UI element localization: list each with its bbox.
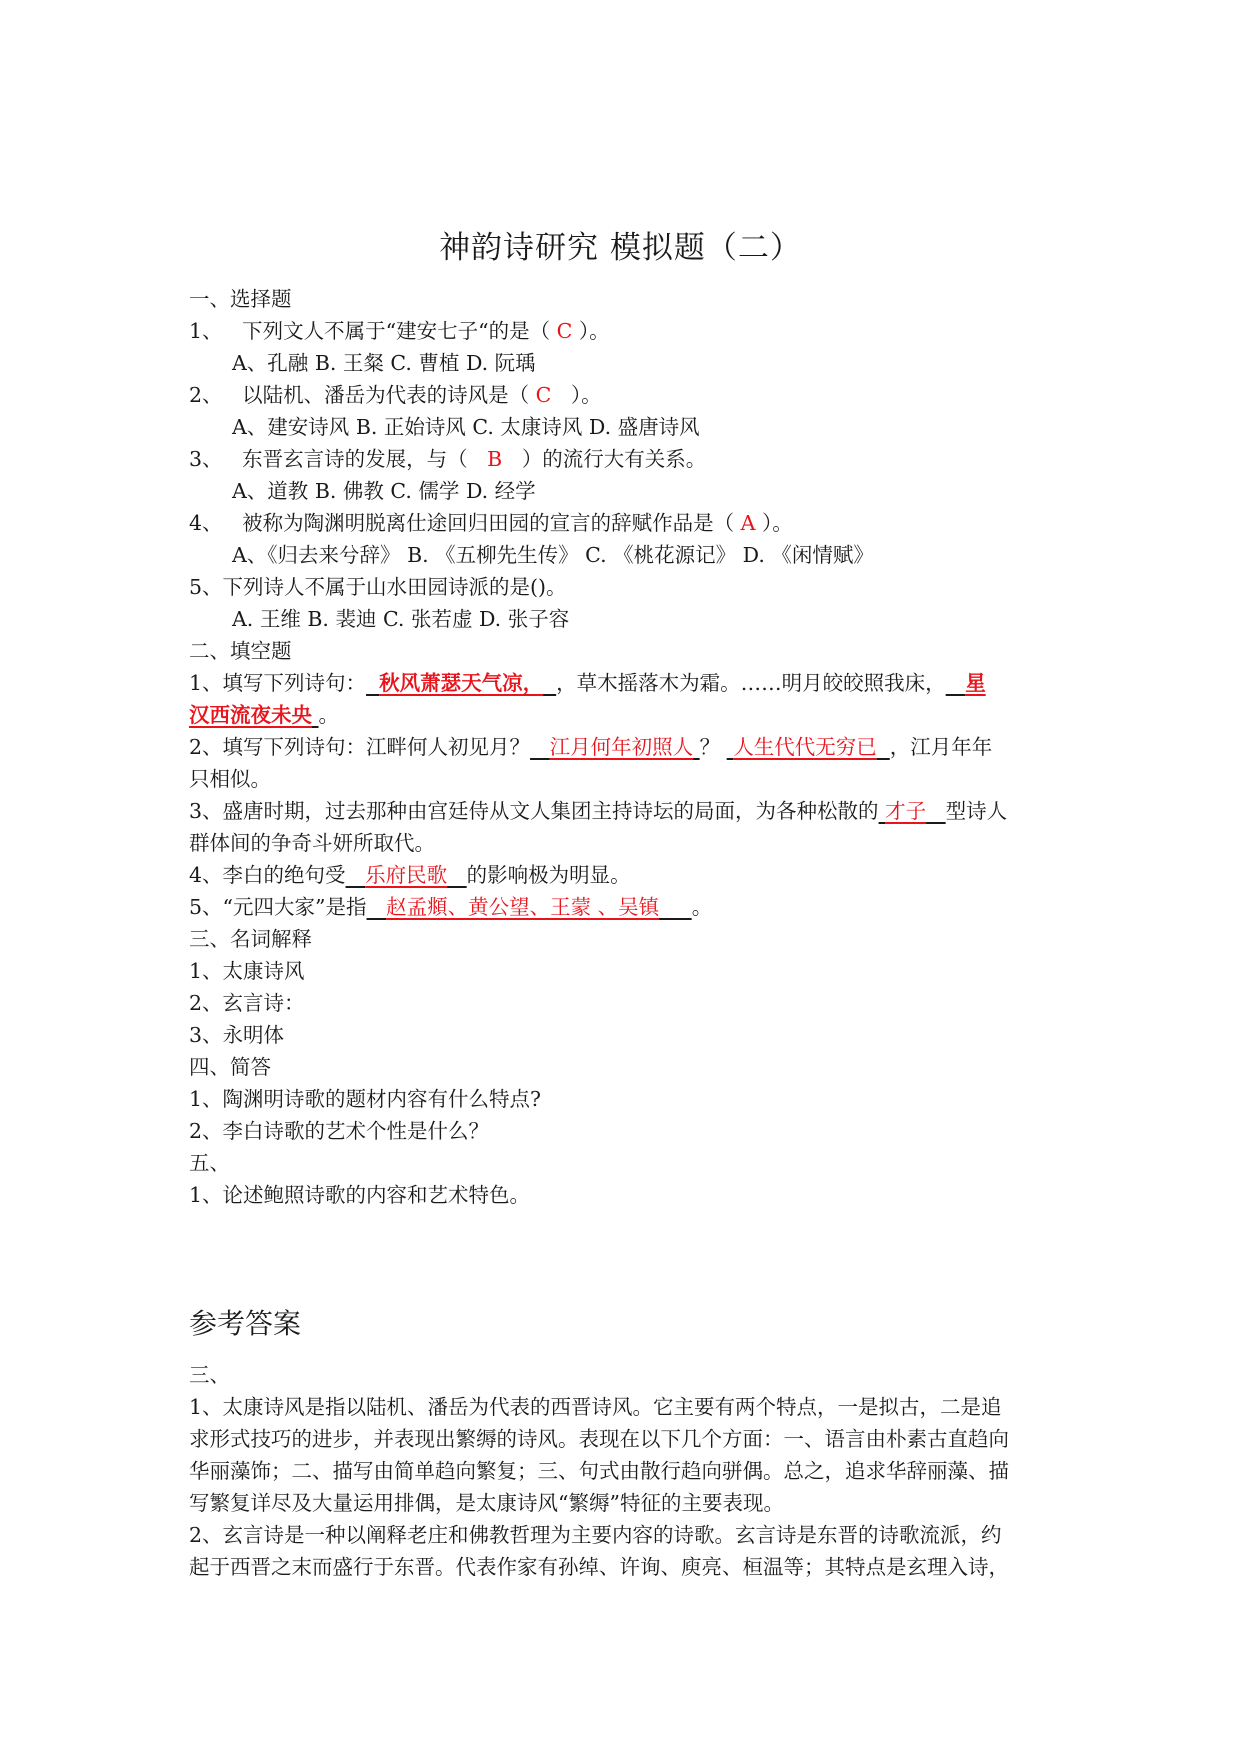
fill-answer: 人生代代无穷已 [733, 735, 877, 759]
question-number: 3、 [189, 447, 223, 471]
question-text-end: ）。 [761, 511, 793, 535]
list-item: 2、玄言诗： [189, 991, 305, 1015]
question-number: 2、 [189, 383, 223, 407]
question-text-end: ）。 [578, 319, 610, 343]
answer-letter: B [487, 447, 503, 471]
question-2-options: A、建安诗风 B. 正始诗风 C. 太康诗风 D. 盛唐诗风 [232, 415, 700, 439]
section-heading-fill: 二、填空题 [189, 639, 292, 663]
answers-heading: 参考答案 [189, 1307, 302, 1340]
fill-1-cont [189, 699, 1059, 731]
fill-answer: 赵孟頫、黄公望、王蒙 、吴镇 [386, 895, 660, 919]
question-2 [189, 379, 1059, 411]
section-heading-essay: 五、 [189, 1151, 230, 1175]
fill-text-end: 型诗人 [945, 799, 1008, 823]
answer-line: 华丽藻饰；二、描写由简单趋向繁复；三、句式由散行趋向骈偶。总之，追求华辞丽藻、描 [189, 1459, 1009, 1483]
fill-text-end: ，江月年年 [889, 735, 993, 759]
fill-text: 4、李白的绝句受 [189, 863, 346, 887]
question-text: 被称为陶渊明脱离仕途回归田园的宣言的辞赋作品是（ [242, 511, 735, 535]
fill-1 [189, 667, 1059, 699]
list-item: 1、太康诗风 [189, 959, 305, 983]
list-item: 2、李白诗歌的艺术个性是什么？ [189, 1119, 490, 1143]
list-item: 1、论述鲍照诗歌的内容和艺术特色。 [189, 1183, 531, 1207]
question-text: 以陆机、潘岳为代表的诗风是（ [242, 383, 530, 407]
question-5: 5、下列诗人不属于山水田园诗派的是()。 [189, 575, 567, 599]
answer-line: 1、太康诗风是指以陆机、潘岳为代表的西晋诗风。它主要有两个特点，一是拟古，二是追 [189, 1395, 1002, 1419]
question-number: 1、 [189, 319, 223, 343]
list-item: 1、陶渊明诗歌的题材内容有什么特点? [189, 1087, 542, 1111]
fill-answer: 乐府民歌 [365, 863, 448, 887]
answer-letter: C [535, 383, 552, 407]
question-text: 下列文人不属于“建安七子“的是（ [242, 319, 551, 343]
fill-text: 3、盛唐时期，过去那种由宫廷侍从文人集团主持诗坛的局面，为各种松散的 [189, 799, 879, 823]
fill-text-mid: ？ [699, 735, 721, 759]
question-4-options: A、《归去来兮辞》 B. 《五柳先生传》 C. 《桃花源记》 D. 《闲情赋》 [232, 543, 874, 567]
answer-line: 2、玄言诗是一种以阐释老庄和佛教哲理为主要内容的诗歌。玄言诗是东晋的诗歌流派，约 [189, 1523, 1002, 1547]
question-5-options: A. 王维 B. 裴迪 C. 张若虚 D. 张子容 [232, 607, 570, 631]
fill-2-cont: 只相似。 [189, 767, 271, 791]
fill-answer: 秋风萧瑟天气凉， [379, 671, 544, 695]
question-1-options: A、孔融 B. 王粲 C. 曹植 D. 阮瑀 [232, 351, 536, 375]
answer-line: 起于西晋之末而盛行于东晋。代表作家有孙绰、许询、庾亮、桓温等；其特点是玄理入诗， [189, 1555, 1009, 1579]
answer-letter: A [740, 511, 756, 535]
fill-answer: 才子 [885, 799, 927, 823]
question-1 [189, 315, 1059, 347]
fill-answer: 汉西流夜未央 [189, 703, 312, 727]
fill-3-cont: 群体间的争奇斗妍所取代。 [189, 831, 435, 855]
question-3-options: A、道教 B. 佛教 C. 儒学 D. 经学 [232, 479, 536, 503]
fill-2 [189, 731, 1059, 763]
question-text-end: ）的流行大有关系。 [521, 447, 707, 471]
answer-line: 写繁复详尽及大量运用排偶，是太康诗风“繁缛”特征的主要表现。 [189, 1491, 784, 1515]
question-text: 东晋玄言诗的发展，与（ [242, 447, 468, 471]
fill-4 [189, 859, 1059, 891]
fill-text: 2、填写下列诗句：江畔何人初见月？ [189, 735, 531, 759]
fill-5 [189, 891, 1059, 923]
fill-answer: 江月何年初照人 [549, 735, 694, 759]
answers-subheading: 三、 [189, 1363, 230, 1387]
fill-text-mid: ，草木摇落木为霜。……明月皎皎照我床， [556, 671, 946, 695]
answer-letter: C [556, 319, 573, 343]
fill-answer: 星 [965, 671, 986, 695]
answer-line: 求形式技巧的进步，并表现出繁缛的诗风。表现在以下几个方面：一、语言由朴素古直趋向 [189, 1427, 1009, 1451]
page-title: 神韵诗研究 模拟题（二） [439, 230, 802, 266]
question-4 [189, 507, 1059, 539]
section-heading-terms: 三、名词解释 [189, 927, 312, 951]
question-3 [189, 443, 1059, 475]
fill-text: 1、填写下列诗句： [189, 671, 367, 695]
section-heading-choice: 一、选择题 [189, 287, 292, 311]
fill-text-end: 。 [691, 895, 713, 919]
fill-text: 5、“元四大家”是指 [189, 895, 367, 919]
fill-text-end: 的影响极为明显。 [466, 863, 631, 887]
fill-3 [189, 795, 1059, 827]
list-item: 3、永明体 [189, 1023, 285, 1047]
question-text-end: ）。 [570, 383, 602, 407]
section-heading-short: 四、简答 [189, 1055, 271, 1079]
fill-text-end: 。 [318, 703, 340, 727]
question-number: 4、 [189, 511, 223, 535]
